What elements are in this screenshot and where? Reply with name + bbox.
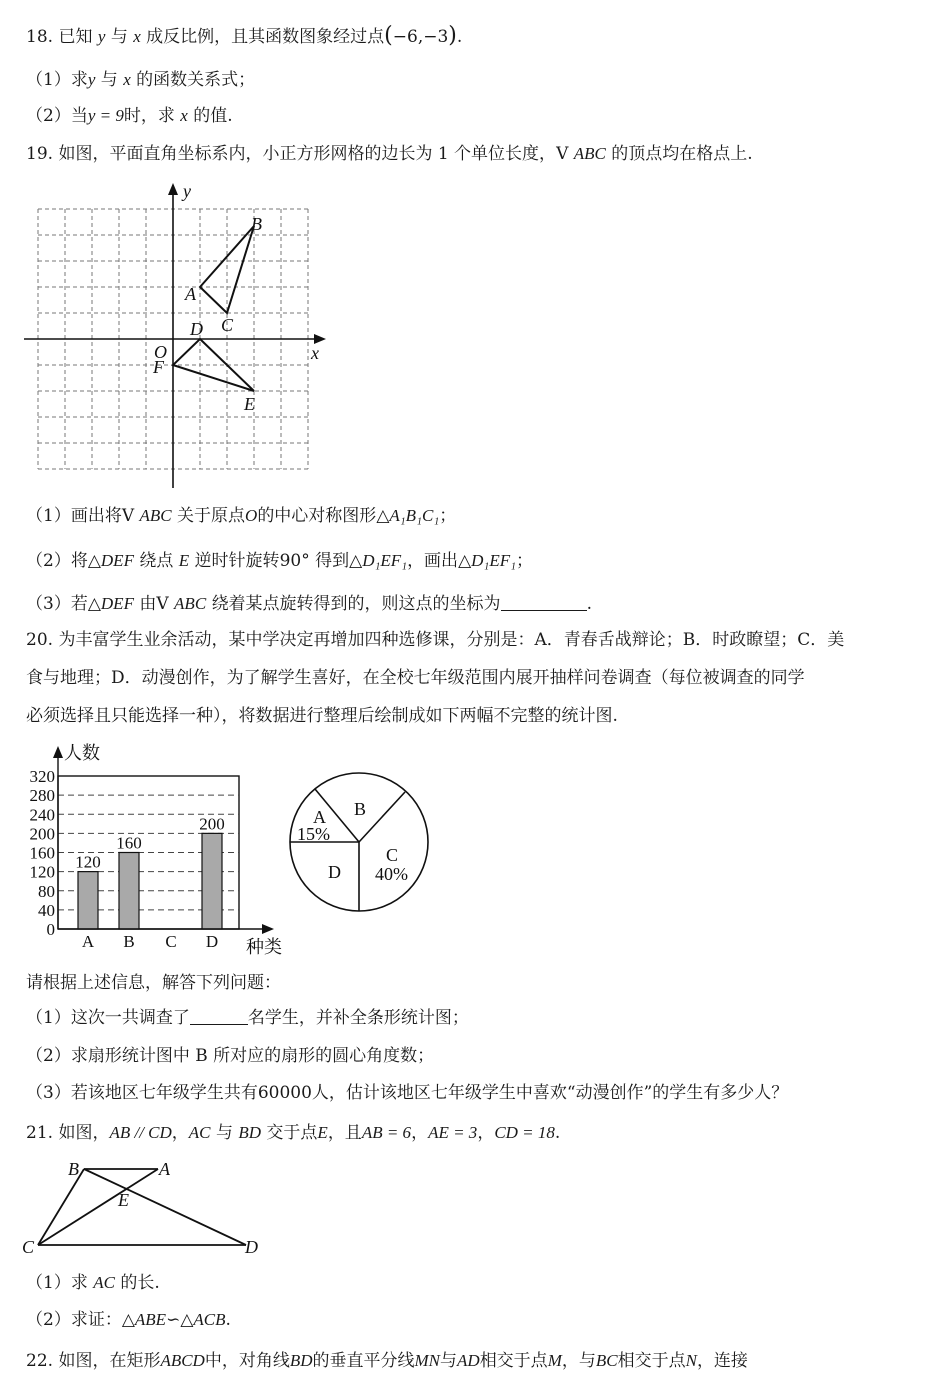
pie-label-d: D [328,862,341,882]
q20-part3: （3）若该地区七年级学生共有60000人，估计该地区七年级学生中喜欢“动漫创作”的学生有多少人？ [26,1083,789,1103]
chart-xlabel: 种类 [246,937,282,957]
label-o: O [154,342,167,362]
label-b: B [251,214,262,234]
coordinate-grid-figure [20,178,340,490]
label-a: A [159,1159,170,1179]
ytick-label: 280 [29,786,55,806]
segment-bc [38,1169,84,1245]
chart-ylabel: 人数 [64,743,100,763]
q21-part2: （2）求证：△ABE∽△ACB. [26,1310,231,1330]
q19-stem: 19. 如图，平面直角坐标系内，小正方形网格的边长为 1 个单位长度，V ABC 的顶点均在格点上. [26,144,753,164]
chart-bars [78,833,222,929]
label-d: D [245,1237,258,1257]
label-f: F [153,357,164,377]
q19-part3: （3）若△DEF 由V ABC 绕着某点旋转得到的，则这点的坐标为 . [26,594,592,614]
category-label-d: D [205,932,219,951]
ytick-label: 80 [38,881,55,901]
q20-intro: 请根据上述信息，解答下列问题： [26,973,281,993]
pie-label-b: B [354,799,367,819]
label-d: D [190,319,203,339]
q21-part1: （1）求 AC 的长. [26,1273,160,1293]
q20-stem-line3: 必须选择且只能选择一种），将数据进行整理后绘制成如下两幅不完整的统计图. [26,706,618,726]
label-c: C [221,315,234,335]
ytick-label: 120 [29,862,55,882]
ytick-label: 40 [38,900,55,920]
axis-y-label: y [183,181,191,201]
q20-stem-line1: 20. 为丰富学生业余活动，某中学决定再增加四种选修课，分别是：A．青春舌战辩论；B．时政瞭望；C．美 [26,630,845,650]
category-label-b: B [123,932,135,951]
segment-ac [38,1169,158,1245]
q20-stem-line2: 食与地理；D．动漫创作，为了解学生喜好，在全校七年级范围内展开抽样问卷调查（每位被调查的同学 [26,668,805,688]
q20-part2: （2）求扇形统计图中 B 所对应的扇形的圆心角度数； [26,1046,435,1066]
label-b: B [68,1159,79,1179]
chart-category-labels [82,932,218,951]
bar-chart [20,736,290,962]
q19-part1: （1）画出将V ABC 关于原点O的中心对称图形△A₁B₁C₁； [26,506,457,526]
category-label-c: C [165,932,177,951]
bar-b [119,853,139,930]
label-a: A [185,284,196,304]
q21-figure [20,1155,270,1257]
q18-stem: 18. 已知 y 与 x 成反比例，且其函数图象经过点(−6,−3). [26,23,463,48]
label-c: C [22,1237,35,1257]
pie-pct-a: 15% [297,824,330,844]
q18-part2: （2）当y = 9时，求 x 的值. [26,106,233,126]
ytick-label: 0 [46,920,55,939]
value-label-b: 160 [116,833,142,853]
bar-d [202,833,222,929]
q18-part1: （1）求y 与 x 的函数关系式； [26,70,256,90]
label-e: E [118,1190,129,1210]
value-label-a: 120 [75,852,101,872]
answer-blank-q20[interactable] [190,1006,248,1025]
q20-part1: （1）这次一共调查了 名学生，并补全条形统计图； [26,1008,469,1028]
axis-x-label: x [311,343,319,363]
segment-bd [84,1169,246,1245]
category-label-a: A [81,932,95,951]
ytick-label: 200 [29,824,55,844]
ytick-label: 240 [29,805,55,825]
pie-label-a: A [313,807,326,827]
pie-pct-c: 40% [375,864,408,884]
ytick-label: 160 [29,843,55,863]
value-label-d: 200 [199,814,225,834]
q19-part2: （2）将△DEF 绕点 E 逆时针旋转90° 得到△D₁EF₁，画出△D₁EF₁； [26,551,534,571]
ytick-label: 320 [29,767,55,786]
q21-stem: 21. 如图，AB // CD，AC 与 BD 交于点E，且AB = 6，AE = 3，CD = 18. [26,1123,561,1143]
label-e: E [244,394,255,414]
q22-stem: 22. 如图，在矩形ABCD中，对角线BD的垂直平分线MN与AD相交于点M，与BC相交于点N，连接 [26,1351,748,1371]
answer-blank-q19[interactable] [501,592,587,611]
pie-label-c: C [386,845,399,865]
chart-ytick-labels [30,767,56,939]
pie-chart [286,766,434,918]
bar-a [78,872,98,929]
